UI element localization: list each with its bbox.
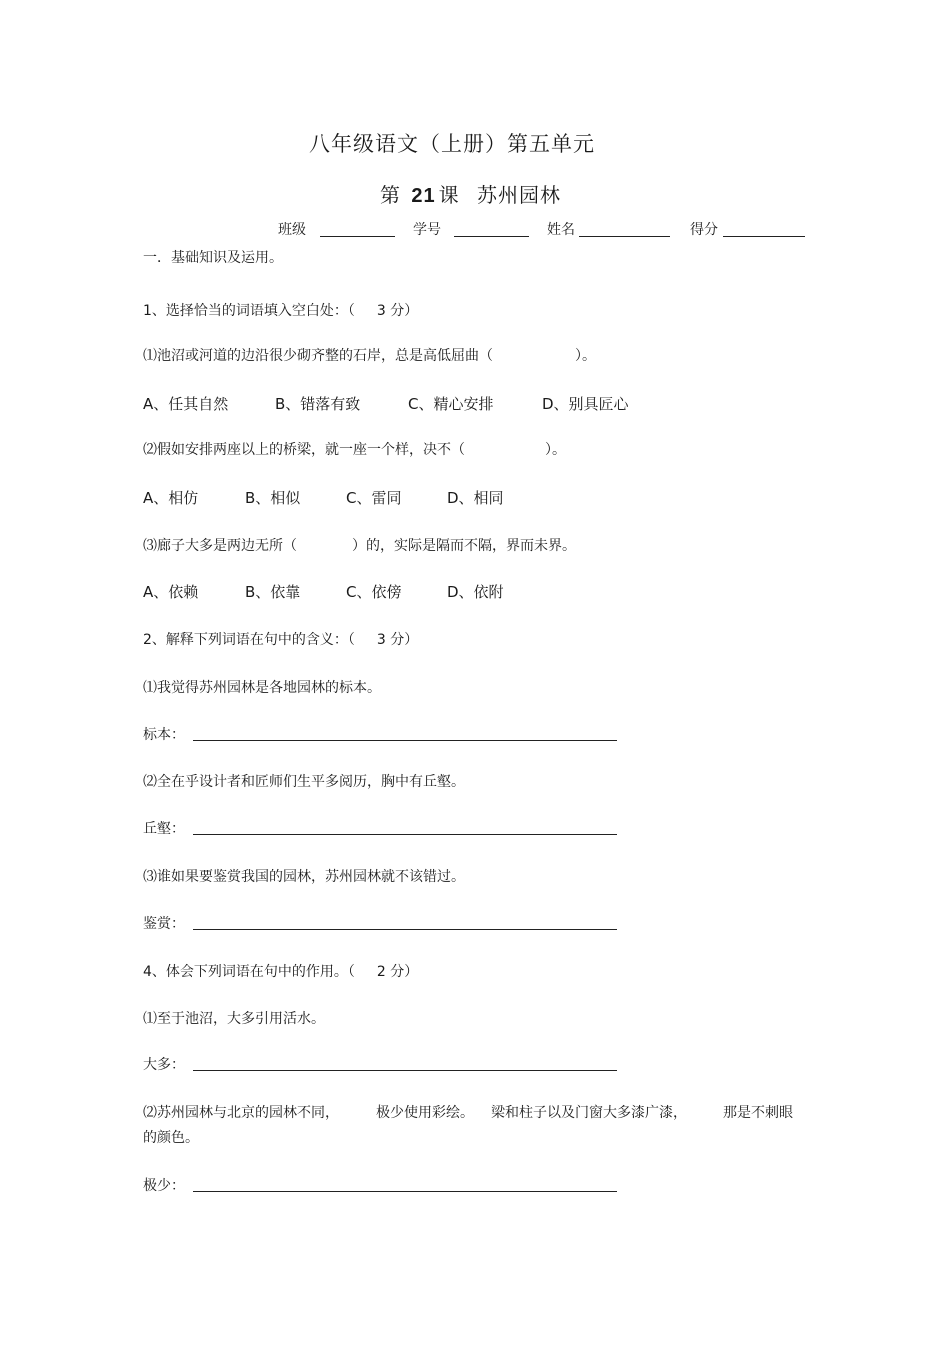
score-input-line[interactable] <box>723 236 805 237</box>
q1-item3-end: ）的，实际是隔而不隔，界而未界。 <box>352 538 576 554</box>
student-no-input-line[interactable] <box>454 236 529 237</box>
q1-item3-option-b[interactable]: B、依靠 <box>245 583 301 601</box>
q4-prompt-text: 4、体会下列词语在句中的作用。（ <box>143 964 355 980</box>
q1-item1-option-a[interactable]: A、任其自然 <box>143 395 229 413</box>
q2-item1-answer-line[interactable] <box>193 740 617 741</box>
q1-item1 <box>143 345 596 365</box>
q2-item2-label: 丘壑： <box>143 821 185 837</box>
lesson-suffix: 课 <box>438 183 460 207</box>
student-no-label: 学号 <box>413 222 441 238</box>
q1-prompt <box>143 300 418 320</box>
q1-item3-option-d[interactable]: D、依附 <box>447 583 504 601</box>
q4-item2-seg4: 那是不刺眼 <box>723 1105 793 1121</box>
q1-item2-option-d[interactable]: D、相同 <box>447 489 504 507</box>
q2-item3-label: 鉴赏： <box>143 916 185 932</box>
q1-item2-option-a[interactable]: A、相仿 <box>143 489 199 507</box>
q1-item3-text: ⑶廊子大多是两边无所（ <box>143 538 297 554</box>
section-heading: 一．基础知识及运用。 <box>143 250 283 266</box>
q4-item2-line2: 的颜色。 <box>143 1130 199 1146</box>
q1-item2-option-b[interactable]: B、相似 <box>245 489 301 507</box>
q4-item2-seg1: ⑵苏州园林与北京的园林不同， <box>143 1105 339 1121</box>
class-label: 班级 <box>278 222 306 238</box>
q2-points: 3 分） <box>376 632 419 648</box>
q1-item1-option-c[interactable]: C、精心安排 <box>408 395 494 413</box>
q1-item3 <box>143 535 576 555</box>
q1-item1-text: ⑴池沼或河道的边沿很少砌齐整的石岸，总是高低屈曲（ <box>143 348 493 364</box>
q1-item2-text: ⑵假如安排两座以上的桥梁，就一座一个样，决不（ <box>143 442 465 458</box>
q2-prompt-text: 2、解释下列词语在句中的含义：（ <box>143 632 355 648</box>
q1-item2-option-c[interactable]: C、雷同 <box>346 489 402 507</box>
q4-item1-answer-line[interactable] <box>193 1070 617 1071</box>
q4-item2-seg2: 极少使用彩绘。 <box>376 1105 474 1121</box>
q4-item2-label: 极少： <box>143 1178 185 1194</box>
q2-prompt <box>143 629 418 649</box>
q1-item1-end: ）。 <box>575 348 596 364</box>
q1-points: 3 分） <box>376 303 419 319</box>
page-title: 八年级语文（上册）第五单元 <box>309 132 595 156</box>
q4-prompt <box>143 961 418 981</box>
q2-item3-answer-line[interactable] <box>193 929 617 930</box>
q2-item3-sentence: ⑶谁如果要鉴赏我国的园林，苏州园林就不该错过。 <box>143 869 465 885</box>
name-input-line[interactable] <box>579 236 670 237</box>
q1-item2-end: ）。 <box>545 442 566 458</box>
q1-item2 <box>143 439 566 459</box>
lesson-prefix: 第 <box>380 183 401 207</box>
q4-item1-sentence: ⑴至于池沼，大多引用活水。 <box>143 1011 325 1027</box>
class-input-line[interactable] <box>320 236 395 237</box>
q1-item1-option-b[interactable]: B、错落有致 <box>275 395 361 413</box>
q1-prompt-text: 1、选择恰当的词语填入空白处：（ <box>143 303 355 319</box>
q1-item1-option-d[interactable]: D、别具匠心 <box>542 395 629 413</box>
q2-item1-sentence: ⑴我觉得苏州园林是各地园林的标本。 <box>143 680 381 696</box>
q2-item2-sentence: ⑵全在乎设计者和匠师们生平多阅历，胸中有丘壑。 <box>143 774 465 790</box>
q4-points: 2 分） <box>376 964 419 980</box>
score-label: 得分 <box>690 222 718 238</box>
q2-item2-answer-line[interactable] <box>193 834 617 835</box>
q4-item2-seg3: 梁和柱子以及门窗大多漆广漆， <box>491 1105 687 1121</box>
q1-item3-option-a[interactable]: A、依赖 <box>143 583 199 601</box>
q2-item1-label: 标本： <box>143 727 185 743</box>
q4-item1-label: 大多： <box>143 1057 185 1073</box>
q4-item2-answer-line[interactable] <box>193 1191 617 1192</box>
q1-item3-option-c[interactable]: C、依傍 <box>346 583 402 601</box>
lesson-title <box>380 179 561 208</box>
lesson-number: 21 <box>411 185 436 207</box>
name-label: 姓名 <box>547 222 575 238</box>
lesson-name: 苏州园林 <box>476 183 561 207</box>
